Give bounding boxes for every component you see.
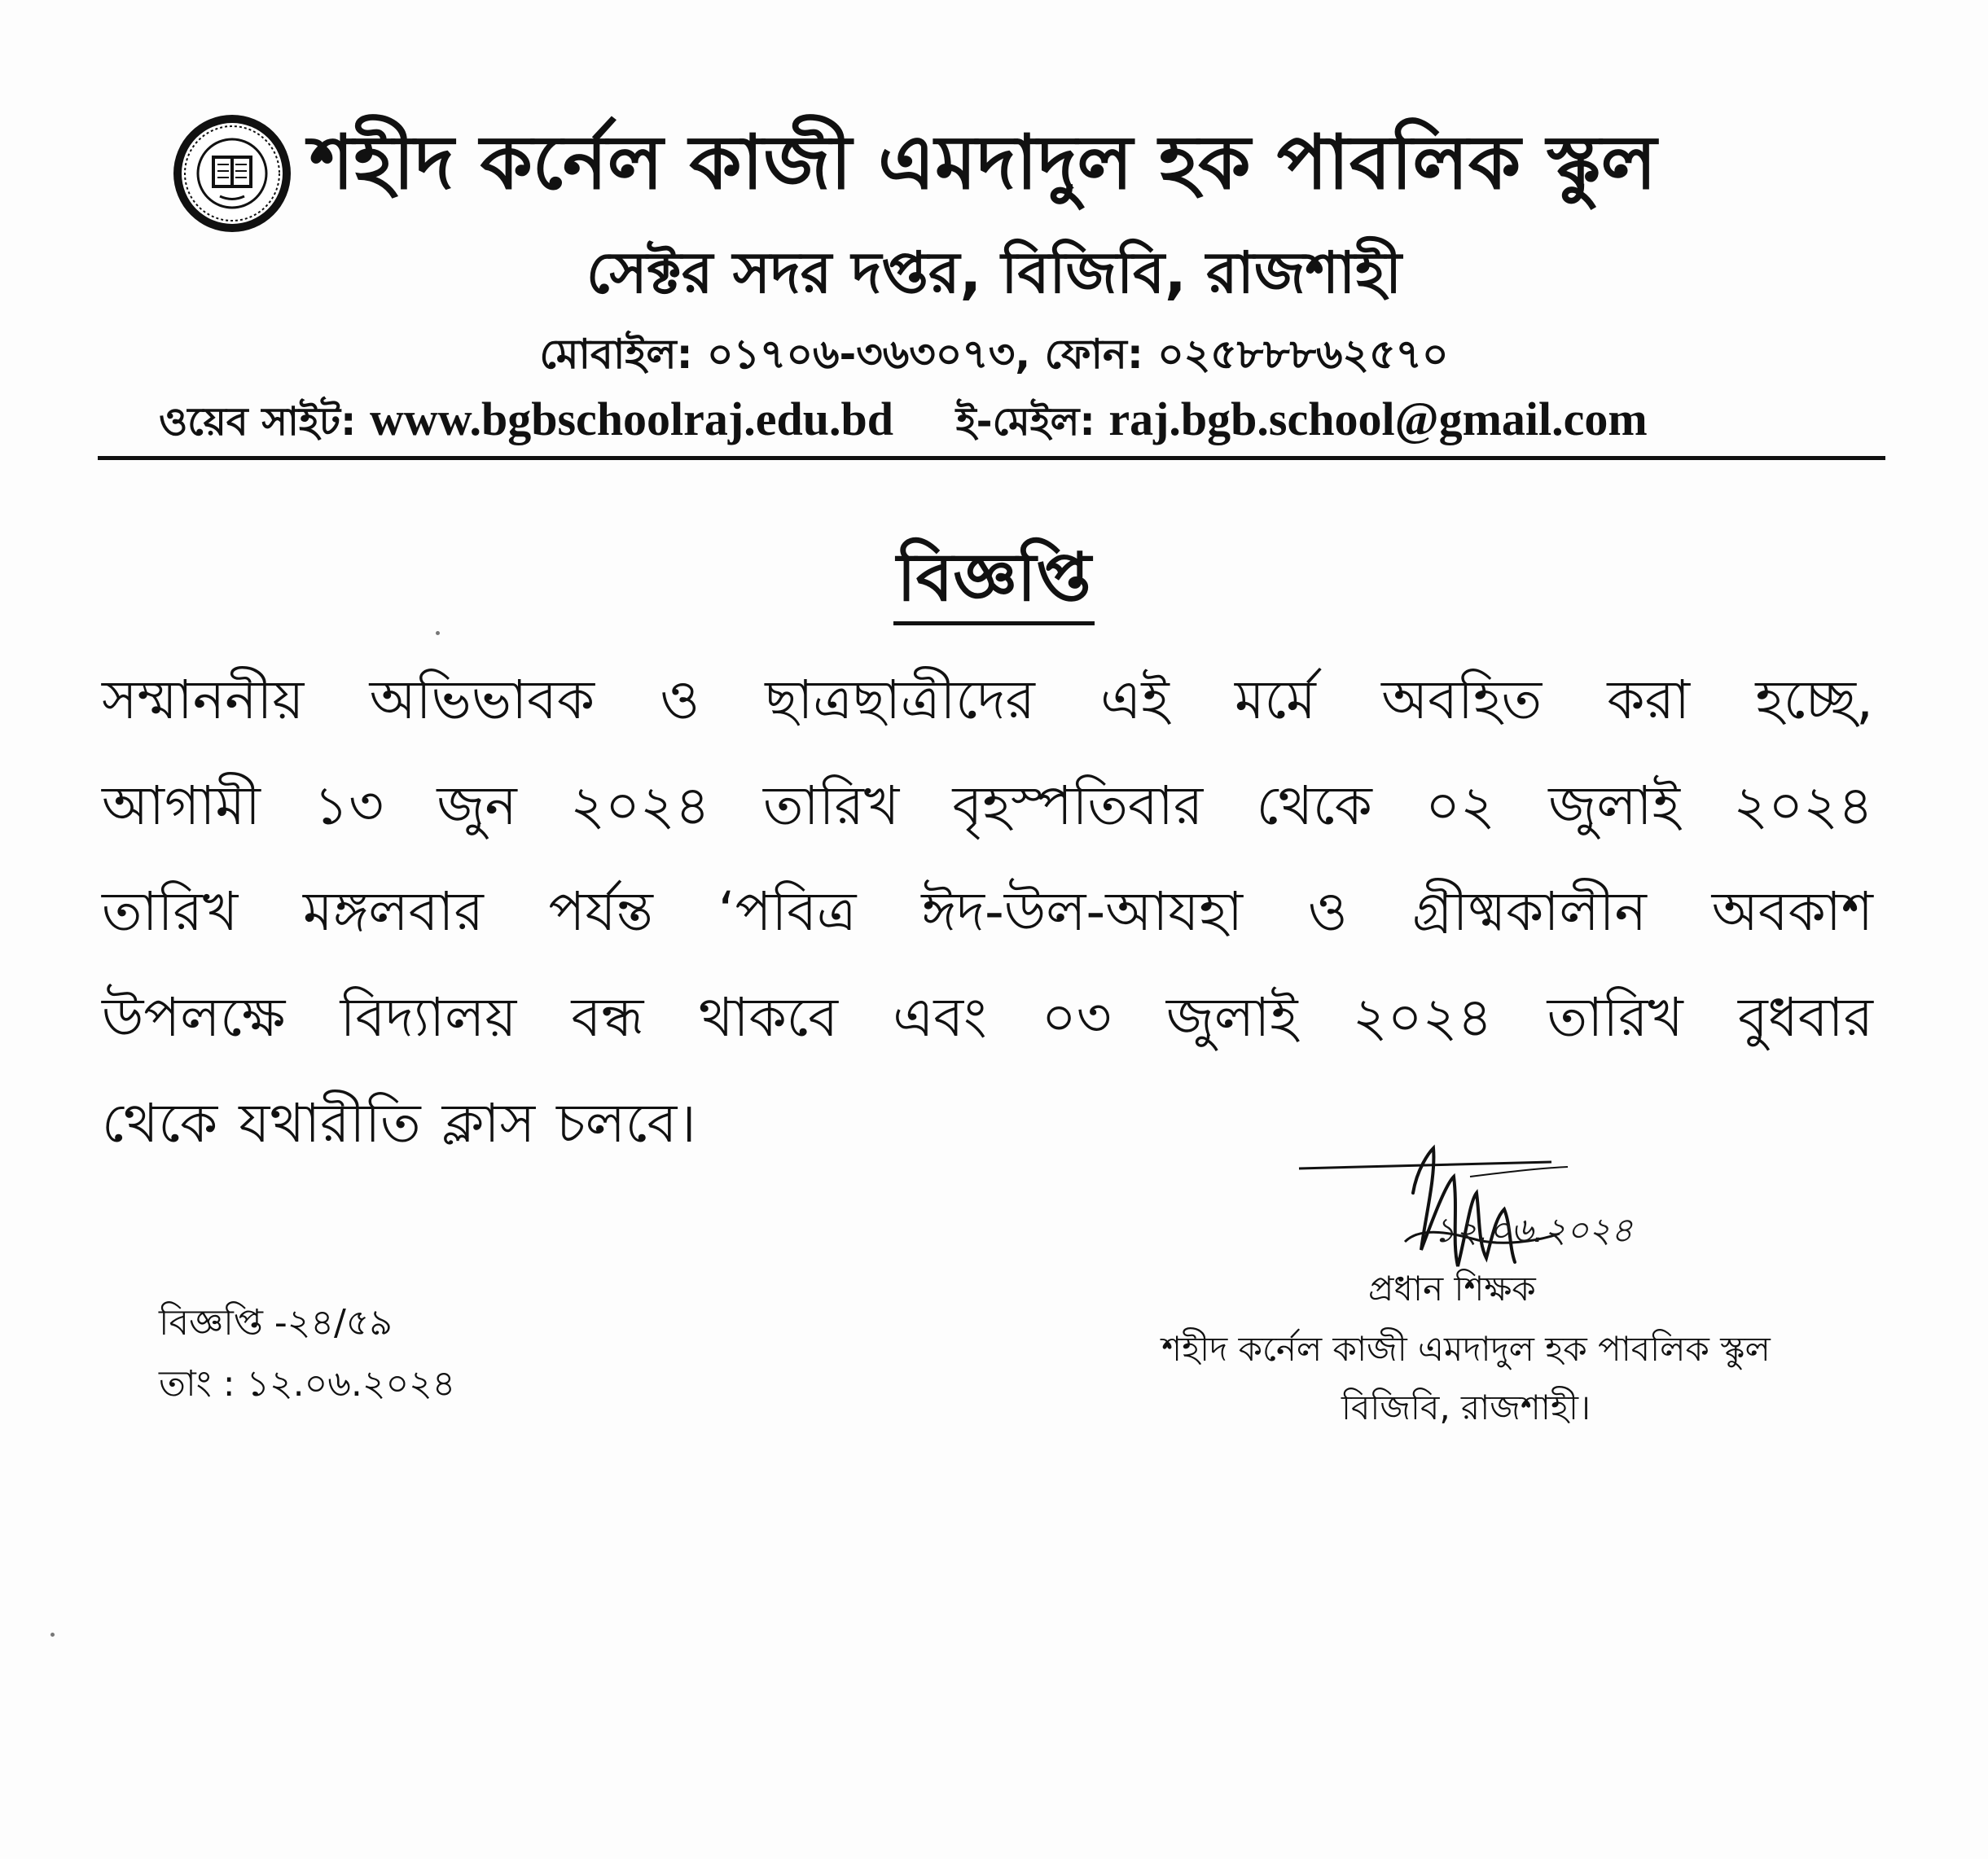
signatory-role: প্রধান শিক্ষক: [1368, 1269, 1536, 1309]
notice-word: ঈদ-উল-আযহা: [921, 880, 1244, 943]
contact-line: মোবাইল: ০১৭০৬-৩৬৩০৭৩, ফোন: ০২৫৮৮৮৬২৫৭০: [539, 331, 1449, 378]
notice-word: তারিখ: [763, 774, 900, 837]
notice-word: চলবে।: [556, 1092, 696, 1155]
notice-word: ‘পবিত্র: [718, 880, 857, 943]
notice-word: ২০২৪: [1733, 774, 1873, 837]
signatory-address: বিজিবি, রাজশাহী।: [1341, 1388, 1591, 1427]
notice-word: তারিখ: [1547, 986, 1683, 1049]
notice-word: তারিখ: [102, 880, 239, 943]
notice-word: ১৩: [314, 774, 384, 837]
notice-word: বন্ধ: [571, 986, 644, 1049]
notice-word: হচ্ছে,: [1755, 669, 1873, 731]
notice-word: ০২: [1425, 774, 1495, 837]
notice-word: করা: [1607, 669, 1691, 731]
notice-word: অভিভাবক: [369, 669, 595, 731]
paper-speck: [50, 1633, 55, 1637]
notice-word: অবকাশ: [1711, 880, 1873, 943]
notice-word: এবং: [893, 986, 987, 1049]
notice-word: জুলাই: [1548, 774, 1680, 837]
web-email-line: [159, 391, 1869, 450]
notice-word: থাকবে: [698, 986, 838, 1049]
notice-word: আগামী: [102, 774, 261, 837]
header-divider: [98, 456, 1885, 460]
notice-word: ০৩: [1041, 986, 1112, 1049]
school-seal-icon: [171, 112, 293, 235]
notice-word: জুলাই: [1165, 986, 1298, 1049]
paper-speck: [436, 631, 440, 635]
notice-word: ক্লাস: [441, 1092, 536, 1155]
notice-word: জুন: [437, 774, 517, 837]
notice-word: ও: [1307, 880, 1348, 943]
school-subtitle: সেক্টর সদর দপ্তর, বিজিবি, রাজশাহী: [586, 239, 1402, 306]
notice-word: ও: [660, 669, 700, 731]
reference-date: তাং : ১২.০৬.২০২৪: [159, 1363, 456, 1405]
notice-word: বুধবার: [1737, 986, 1873, 1049]
notice-title: [0, 533, 1988, 623]
notice-word: থেকে: [1256, 774, 1372, 837]
notice-word: অবহিত: [1381, 669, 1543, 731]
notice-line: [102, 647, 1873, 753]
notice-word: এই: [1100, 669, 1170, 731]
website-label: ওয়েব সাইট:: [159, 399, 357, 445]
email-label: ই-মেইল:: [955, 399, 1095, 445]
school-name: শহীদ কর্নেল কাজী এমদাদুল হক পাবলিক স্কুল: [309, 119, 1657, 206]
signature-date: ১২.০৬.২০২৪: [1433, 1210, 1634, 1250]
website-link[interactable]: www.bgbschoolraj.edu.bd: [369, 392, 893, 445]
notice-word: সম্মাননীয়: [102, 669, 305, 731]
notice-word: বিদ্যালয়: [340, 986, 517, 1049]
signatory-school: শহীদ কর্নেল কাজী এমদাদুল হক পাবলিক স্কুল: [1161, 1329, 1771, 1369]
notice-word: পর্যন্ত: [548, 880, 653, 943]
notice-word: ছাত্রছাত্রীদের: [765, 669, 1035, 731]
notice-word: মর্মে: [1235, 669, 1316, 731]
notice-line: [102, 965, 1873, 1071]
notice-word: বৃহস্পতিবার: [952, 774, 1204, 837]
reference-number: বিজ্ঞপ্তি -২৪/৫৯: [159, 1302, 393, 1344]
notice-line: [102, 859, 1873, 965]
email-link[interactable]: raj.bgb.school@gmail.com: [1108, 392, 1648, 445]
notice-line: [102, 753, 1873, 859]
notice-word: ২০২৪: [570, 774, 710, 837]
notice-word: যথারীতি: [239, 1092, 421, 1155]
notice-word: উপলক্ষে: [102, 986, 286, 1049]
notice-body: [102, 647, 1873, 1177]
notice-word: গ্রীষ্মকালীন: [1412, 880, 1647, 943]
notice-word: থেকে: [102, 1092, 218, 1155]
notice-word: ২০২৪: [1352, 986, 1493, 1049]
notice-word: মঙ্গলবার: [302, 880, 484, 943]
notice-title-text: বিজ্ঞপ্তি: [893, 539, 1094, 625]
